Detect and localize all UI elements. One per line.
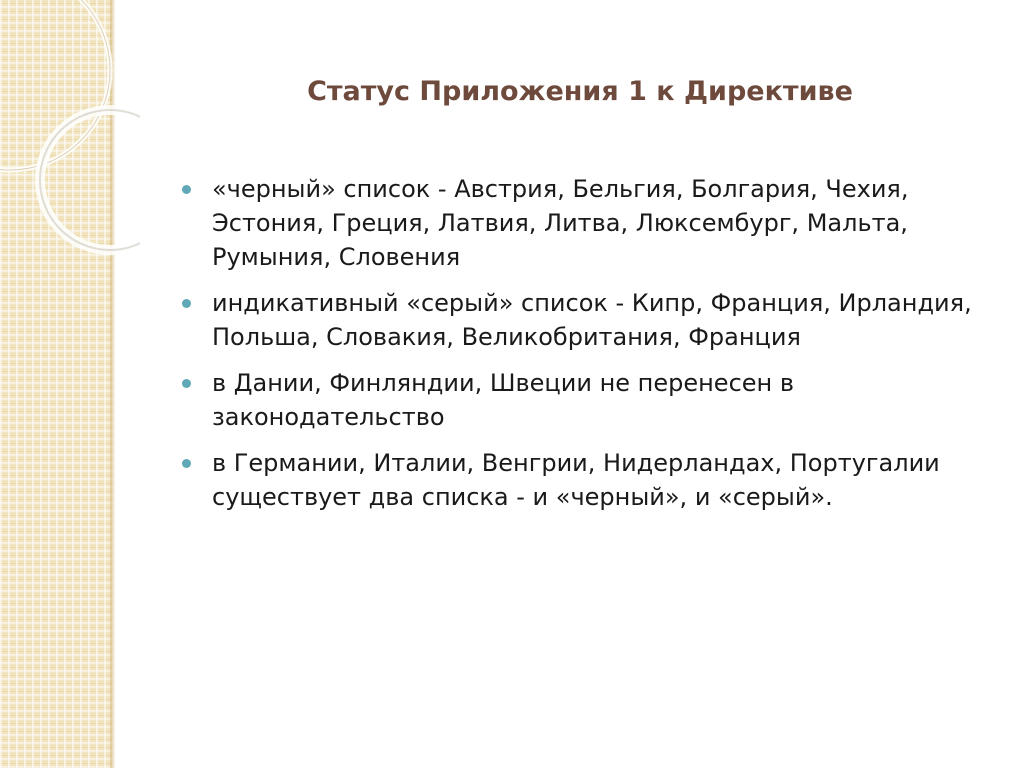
bullet-text: индикативный «серый» список - Кипр, Франция, Ирландия, Польша, Словакия, Великобритания, Франция: [212, 289, 972, 351]
bullet-text: «черный» список - Австрия, Бельгия, Болгария, Чехия, Эстония, Греция, Латвия, Литва, Люксембург, Мальта, Румыния, Словения: [212, 175, 909, 271]
bullet-marker-icon: [182, 185, 191, 194]
bullet-item-two-lists: [180, 446, 995, 514]
bullet-list: [180, 172, 995, 526]
slide-title: Статус Приложения 1 к Директиве: [307, 76, 853, 107]
bullet-marker-icon: [182, 459, 191, 468]
decorative-rings-icon: [0, 0, 140, 260]
bullet-item-not-transposed: [180, 366, 995, 434]
bullet-text: в Дании, Финляндии, Швеции не перенесен в законодательство: [212, 369, 794, 431]
bullet-text: в Германии, Италии, Венгрии, Нидерландах, Португалии существует два списка - и «черный», и «серый».: [212, 449, 940, 511]
bullet-marker-icon: [182, 299, 191, 308]
bullet-item-black-list: [180, 172, 995, 274]
bullet-marker-icon: [182, 379, 191, 388]
bullet-item-grey-list: [180, 286, 995, 354]
